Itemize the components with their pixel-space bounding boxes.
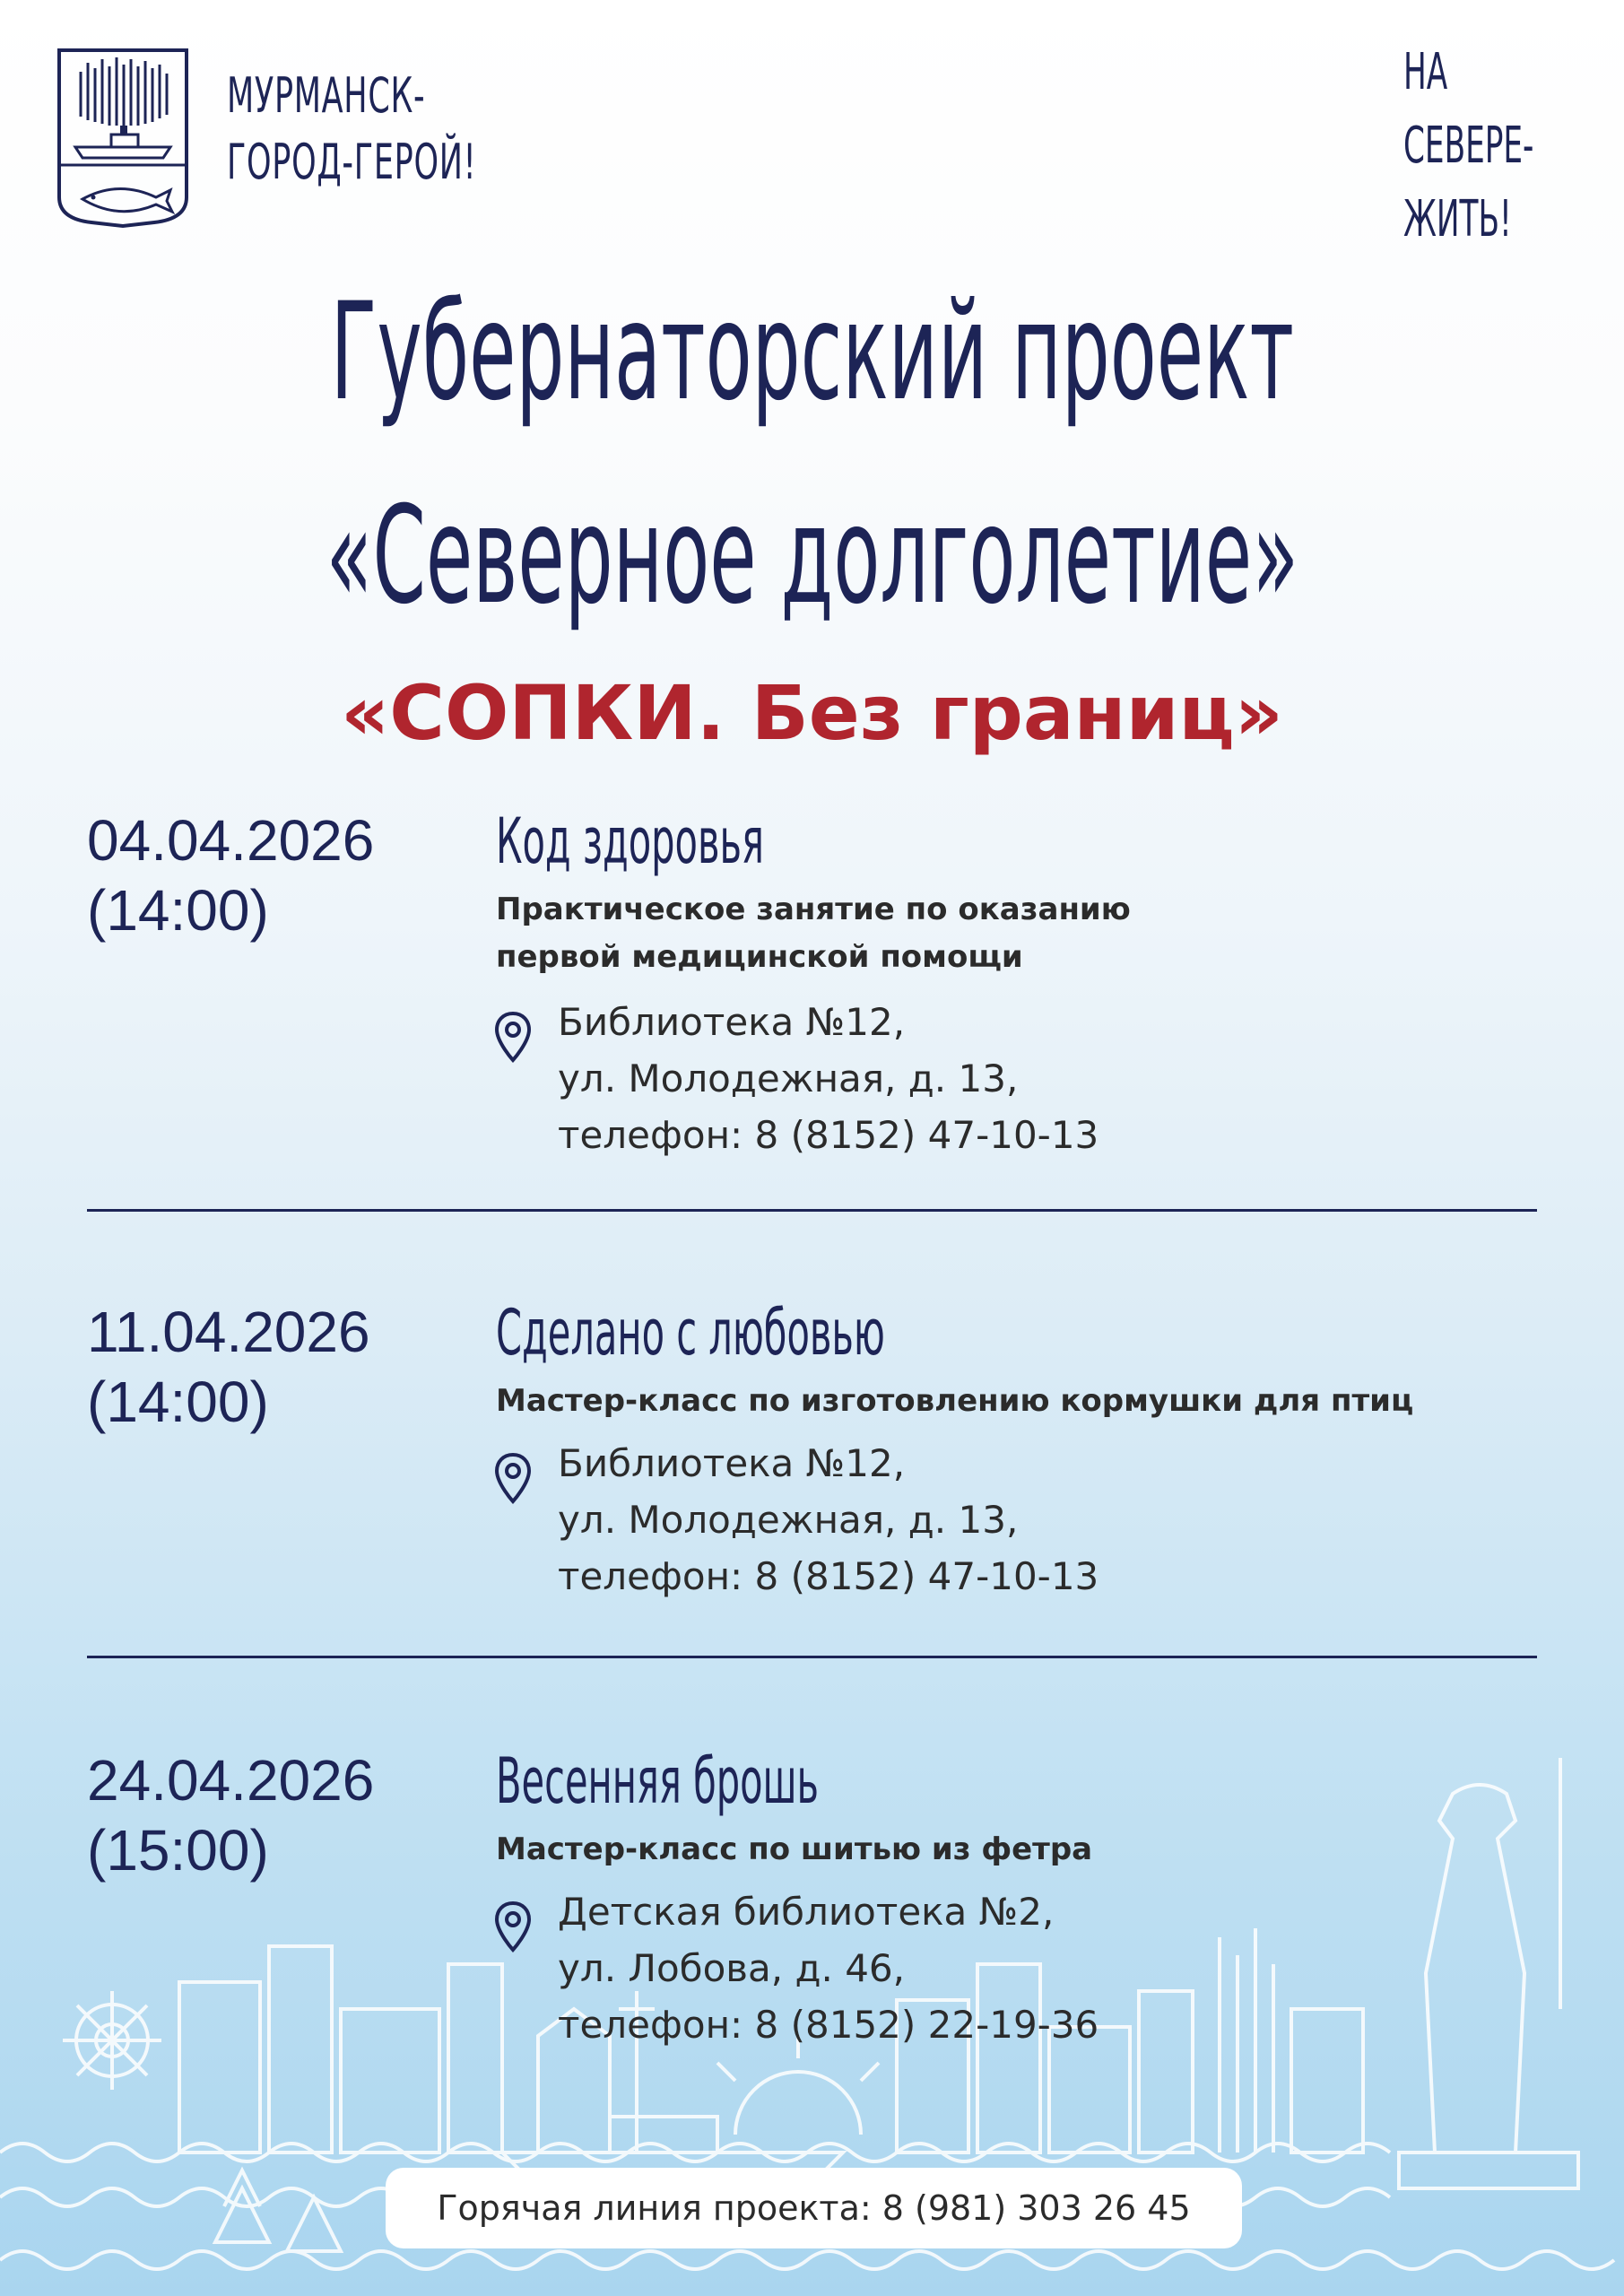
north-slogan-line-3: ЖИТЬ! (1403, 190, 1512, 248)
city-slogan-line-1: МУРМАНСК- (227, 67, 426, 124)
event-date (87, 1297, 370, 1437)
event-address-line: Детская библиотека №2, (558, 1890, 1055, 1934)
project-subtitle: «СОПКИ. Без границ» (341, 669, 1283, 757)
event-address-line: Библиотека №12, (558, 1441, 906, 1485)
hotline-banner: Горячая линия проекта: 8 (981) 303 26 45 (386, 2168, 1242, 2248)
event-time-text: (14:00) (87, 878, 269, 943)
event-title: Код здоровья (496, 804, 764, 878)
event-title: Весенняя брошь (496, 1744, 820, 1818)
event-address-line: ул. Лобова, д. 46, (558, 1946, 906, 1990)
city-slogan (227, 63, 476, 196)
event-description (496, 1826, 1482, 1874)
event-address (558, 1883, 1455, 2053)
event-address-line: телефон: 8 (8152) 47-10-13 (558, 1113, 1099, 1157)
location-pin-icon (493, 1451, 533, 1507)
project-title-line-2: «Северное долголетие» (326, 478, 1298, 634)
event-time-text: (15:00) (87, 1818, 269, 1883)
event-address-line: телефон: 8 (8152) 22-19-36 (558, 2003, 1099, 2047)
divider (87, 1209, 1537, 1212)
event-description-line: первой медицинской помощи (496, 939, 1023, 975)
event-address-line: ул. Молодежная, д. 13, (558, 1057, 1019, 1100)
event-date-text: 24.04.2026 (87, 1748, 375, 1813)
event-address (558, 994, 1455, 1163)
divider (87, 1656, 1537, 1658)
event-description-line: Мастер-класс по изготовлению кормушки для птиц (496, 1383, 1414, 1419)
snowflake-icon (63, 1991, 161, 2090)
city-slogan-line-2: ГОРОД-ГЕРОЙ! (227, 134, 477, 190)
event-description (496, 886, 1482, 981)
event-date (87, 1745, 374, 1885)
event-date (87, 805, 374, 945)
event-description (496, 1378, 1482, 1425)
project-title-line-1: Губернаторский проект (330, 274, 1294, 430)
event-title: Сделано с любовью (496, 1296, 885, 1370)
event-date-text: 11.04.2026 (87, 1300, 370, 1364)
event-date-text: 04.04.2026 (87, 808, 375, 873)
event-time-text: (14:00) (87, 1370, 269, 1434)
murmansk-coat-of-arms-icon (56, 47, 190, 244)
event-address-line: телефон: 8 (8152) 47-10-13 (558, 1554, 1099, 1598)
north-slogan (1403, 36, 1533, 257)
event-address-line: Библиотека №12, (558, 1000, 906, 1044)
location-pin-icon (493, 1010, 533, 1065)
event-address-line: ул. Молодежная, д. 13, (558, 1498, 1019, 1542)
north-slogan-line-2: СЕВЕРЕ- (1403, 117, 1534, 175)
event-description-line: Практическое занятие по оказанию (496, 891, 1131, 927)
event-description-line: Мастер-класс по шитью из фетра (496, 1831, 1093, 1867)
north-slogan-line-1: НА (1403, 43, 1448, 101)
location-pin-icon (493, 1900, 533, 1955)
event-address (558, 1435, 1455, 1605)
